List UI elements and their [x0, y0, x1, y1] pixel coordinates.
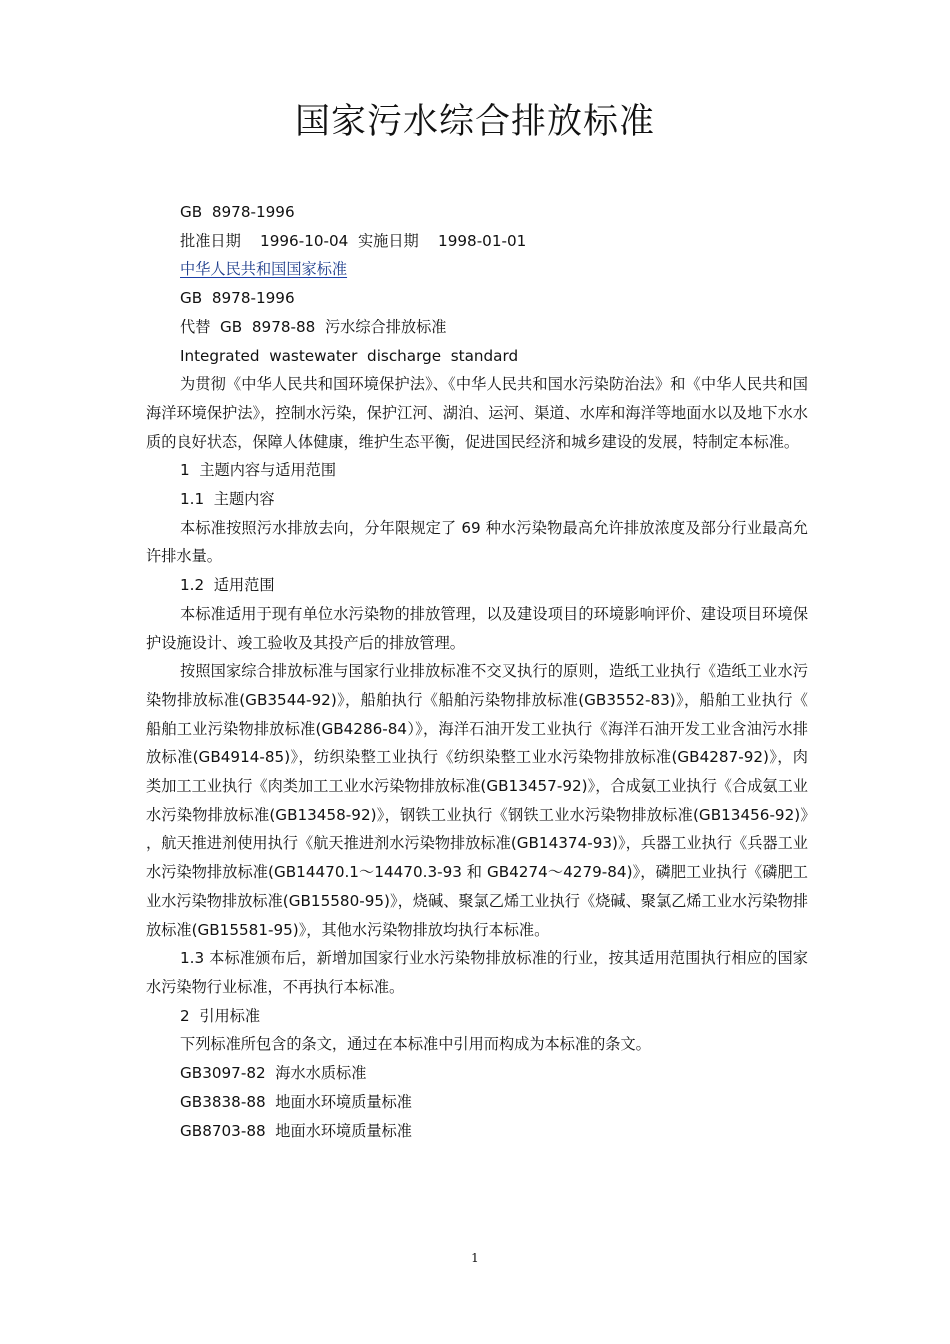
standard-code: GB 8978-1996	[180, 203, 295, 221]
document-body	[146, 198, 808, 1145]
section-1-2-paragraph: 本标准适用于现有单位水污染物的排放管理，以及建设项目的环境影响评价、建设项目环境保护设施设计、竣工验收及其投产后的排放管理。	[146, 604, 808, 652]
section-1-3-paragraph: 1.3 本标准颁布后，新增加国家行业水污染物排放标准的行业，按其适用范围执行相应的国家水污染物行业标准，不再执行本标准。	[146, 949, 808, 996]
page-number: 1	[471, 1251, 479, 1265]
reference-item: GB3097-82 海水水质标准	[180, 1064, 367, 1083]
section-1-heading: 1 主题内容与适用范围	[180, 461, 337, 480]
section-1-2-heading: 1.2 适用范围	[180, 576, 275, 595]
issuer-link[interactable]: 中华人民共和国国家标准	[180, 260, 348, 279]
section-2-heading: 2 引用标准	[180, 1006, 261, 1025]
section-2-paragraph: 下列标准所包含的条文，通过在本标准中引用而构成为本标准的条文。	[180, 1035, 651, 1054]
section-1-1-paragraph: 本标准按照污水排放去向，分年限规定了 69 种水污染物最高允许排放浓度及部分行业最高允许排水量。	[146, 518, 808, 566]
approval-dates: 批准日期 1996-10-04 实施日期 1998-01-01	[180, 231, 527, 250]
english-title: Integrated wastewater discharge standard	[180, 346, 519, 365]
issuer-line	[146, 255, 808, 284]
reference-item: GB8703-88 地面水环境质量标准	[180, 1121, 412, 1140]
document-title: 国家污水综合排放标准	[294, 102, 655, 142]
preamble-paragraph: 为贯彻《中华人民共和国环境保护法》、《中华人民共和国水污染防治法》和《中华人民共和国海洋环境保护法》，控制水污染，保护江河、湖泊、运河、渠道、水库和海洋等地面水以及地下水水质的良好状态，保障人体健康，维护生态平衡，促进国民经济和城乡建设的发展，特制定本标准。	[146, 375, 808, 451]
replaces-line: 代替 GB 8978-88 污水综合排放标准	[180, 317, 447, 336]
standard-code-repeat: GB 8978-1996	[180, 289, 295, 308]
section-1-2-paragraph-2: 按照国家综合排放标准与国家行业排放标准不交叉执行的原则，造纸工业执行《造纸工业水污染物排放标准(GB3544-92)》，船舶执行《船舶污染物排放标准(GB3552-83)》，船舶工业执行《船舶工业污染物排放标准(GB4286-84）》，海洋石油开发工业执行《海洋石油开发工业含油污水排放标准(GB4914-85)》，纺织染整工业执行《纺织染整工业水污染物排放标准(GB4287-92)》，肉类加工工业执行《肉类加工工业水污染物排放标准(GB13457-92)》，合成氨工业执行《合成氨工业水污染物排放标准(GB13458-92)》，钢铁工业执行《钢铁工业水污染物排放标准(GB13456-92)》，航天推进剂使用执行《航天推进剂水污染物排放标准(GB14374-93)》，兵器工业执行《兵器工业水污染物排放标准(GB14470.1～14470.3-93 和 GB4274～4279-84)》，磷肥工业执行《磷肥工业水污染物排放标准(GB15580-95)》，烧碱、聚氯乙烯工业执行《烧碱、聚氯乙烯工业水污染物排放标准(GB15581-95)》，其他水污染物排放均执行本标准。	[146, 662, 808, 939]
reference-item: GB3838-88 地面水环境质量标准	[180, 1092, 412, 1111]
section-1-1-heading: 1.1 主题内容	[180, 490, 275, 509]
